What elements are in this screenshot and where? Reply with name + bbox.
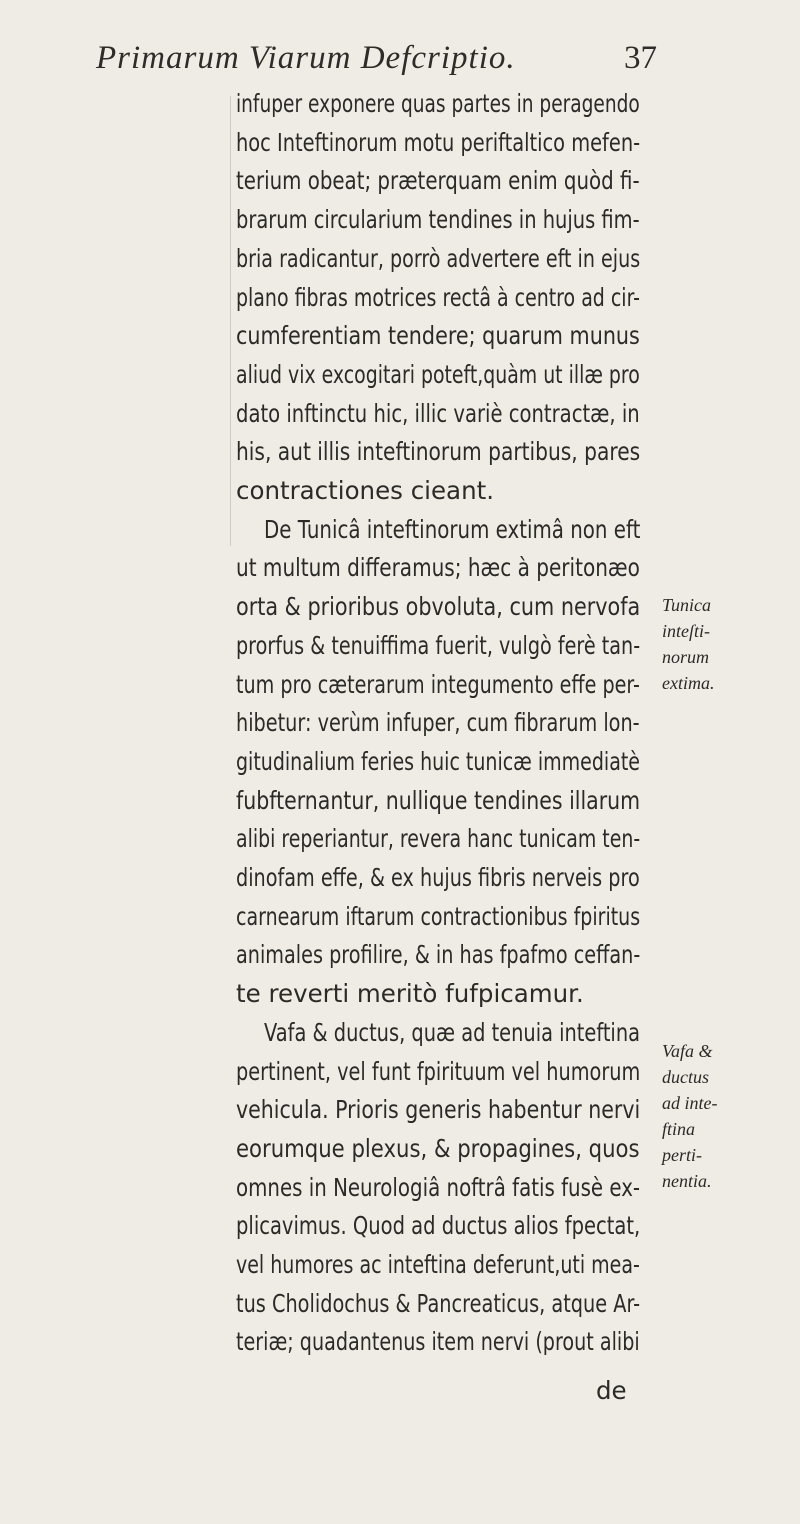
text-line: teriӕ; quadantenus item nervi (prout alibi — [236, 1327, 640, 1357]
text-line: vehicula. Prioris generis habentur nervi — [236, 1095, 641, 1125]
text-line: infuper exponere quas partes in peragendo — [236, 89, 640, 118]
text-line: cumferentiam tendere; quarum munus — [236, 321, 640, 351]
text-line: alibi reperiantur, revera hanc tunicam ten- — [236, 824, 641, 854]
text-line: vel humores ac inteftina deferunt,uti mea- — [236, 1250, 640, 1279]
text-line: gitudinalium feries huic tunicӕ immediatè — [236, 746, 640, 776]
text-line: terium obeat; prӕterquam enim quòd fi- — [236, 166, 640, 196]
text-line: plano fibras motrices rectâ à centro ad cir- — [236, 282, 640, 312]
text-line: prorfus & tenuiffima fuerit, vulgò ferè tan- — [236, 630, 641, 660]
text-line: plicavimus. Quod ad ductus alios fpectat, — [236, 1211, 641, 1241]
text-line: tus Cholidochus & Pancreaticus, atque Ar- — [236, 1288, 641, 1318]
text-line: ut multum differamus; hӕc à peritonӕo — [236, 553, 640, 583]
text-line: carnearum iftarum contractionibus fpiritus — [236, 901, 641, 931]
margin-note-line: norum — [662, 647, 710, 667]
text-line: te reverti meritò fufpicamur. — [236, 979, 584, 1009]
text-line: hoc Inteftinorum motu periftaltico mefen- — [236, 127, 641, 157]
text-line: dato inftinctu hic, illic variè contractӕ, in — [236, 398, 640, 428]
text-line: pertinent, vel funt fpirituum vel humorum — [236, 1056, 641, 1086]
margin-note-line: extima. — [662, 673, 715, 693]
page-number: 37 — [624, 40, 657, 76]
text-line: aliud vix excogitari poteft,quàm ut illӕ pro — [236, 359, 640, 389]
text-line: omnes in Neurologiâ noftrâ fatis fusè ex- — [236, 1172, 641, 1202]
text-line: Vafa & ductus, quӕ ad tenuia inteftina — [264, 1017, 640, 1047]
margin-note-line: Vafa & — [662, 1041, 713, 1061]
text-line: fubfternantur, nullique tendines illarum — [236, 785, 641, 815]
margin-note-line: ductus — [662, 1067, 709, 1087]
text-line: orta & prioribus obvoluta, cum nervofa — [236, 592, 641, 622]
text-line: dinofam effe, & ex hujus fibris nerveis pro — [236, 863, 640, 892]
margin-note-line: ad inte- — [662, 1093, 718, 1113]
text-line: tum pro cӕterarum integumento effe per- — [236, 669, 640, 699]
text-line: contractiones cieant. — [236, 476, 494, 505]
text-line: his, aut illis inteftinorum partibus, pares — [236, 437, 641, 467]
margin-note-line: nentia. — [662, 1171, 712, 1191]
text-line: De Tunicâ inteftinorum extimâ non eft — [264, 514, 641, 544]
margin-note-line: inteſti- — [662, 621, 710, 641]
margin-note-line: Tunica — [662, 595, 712, 615]
text-line: animales profilire, & in has fpafmo ceffan- — [236, 940, 641, 970]
running-title: Primarum Viarum Defcriptio. — [96, 40, 516, 76]
margin-note-line: perti- — [662, 1145, 702, 1165]
left-margin-shadow — [230, 96, 231, 546]
text-line: bria radicantur, porrò advertere eft in ejus — [236, 243, 641, 273]
running-head — [0, 36, 800, 86]
text-line: eorumque plexus, & propagines, quos — [236, 1133, 640, 1163]
text-line: brarum circularium tendines in hujus fim- — [236, 205, 640, 235]
margin-note-line: ftina — [662, 1119, 696, 1139]
text-line: hibetur: verùm infuper, cum fibrarum lon- — [236, 708, 640, 738]
catchword: de — [596, 1376, 627, 1405]
